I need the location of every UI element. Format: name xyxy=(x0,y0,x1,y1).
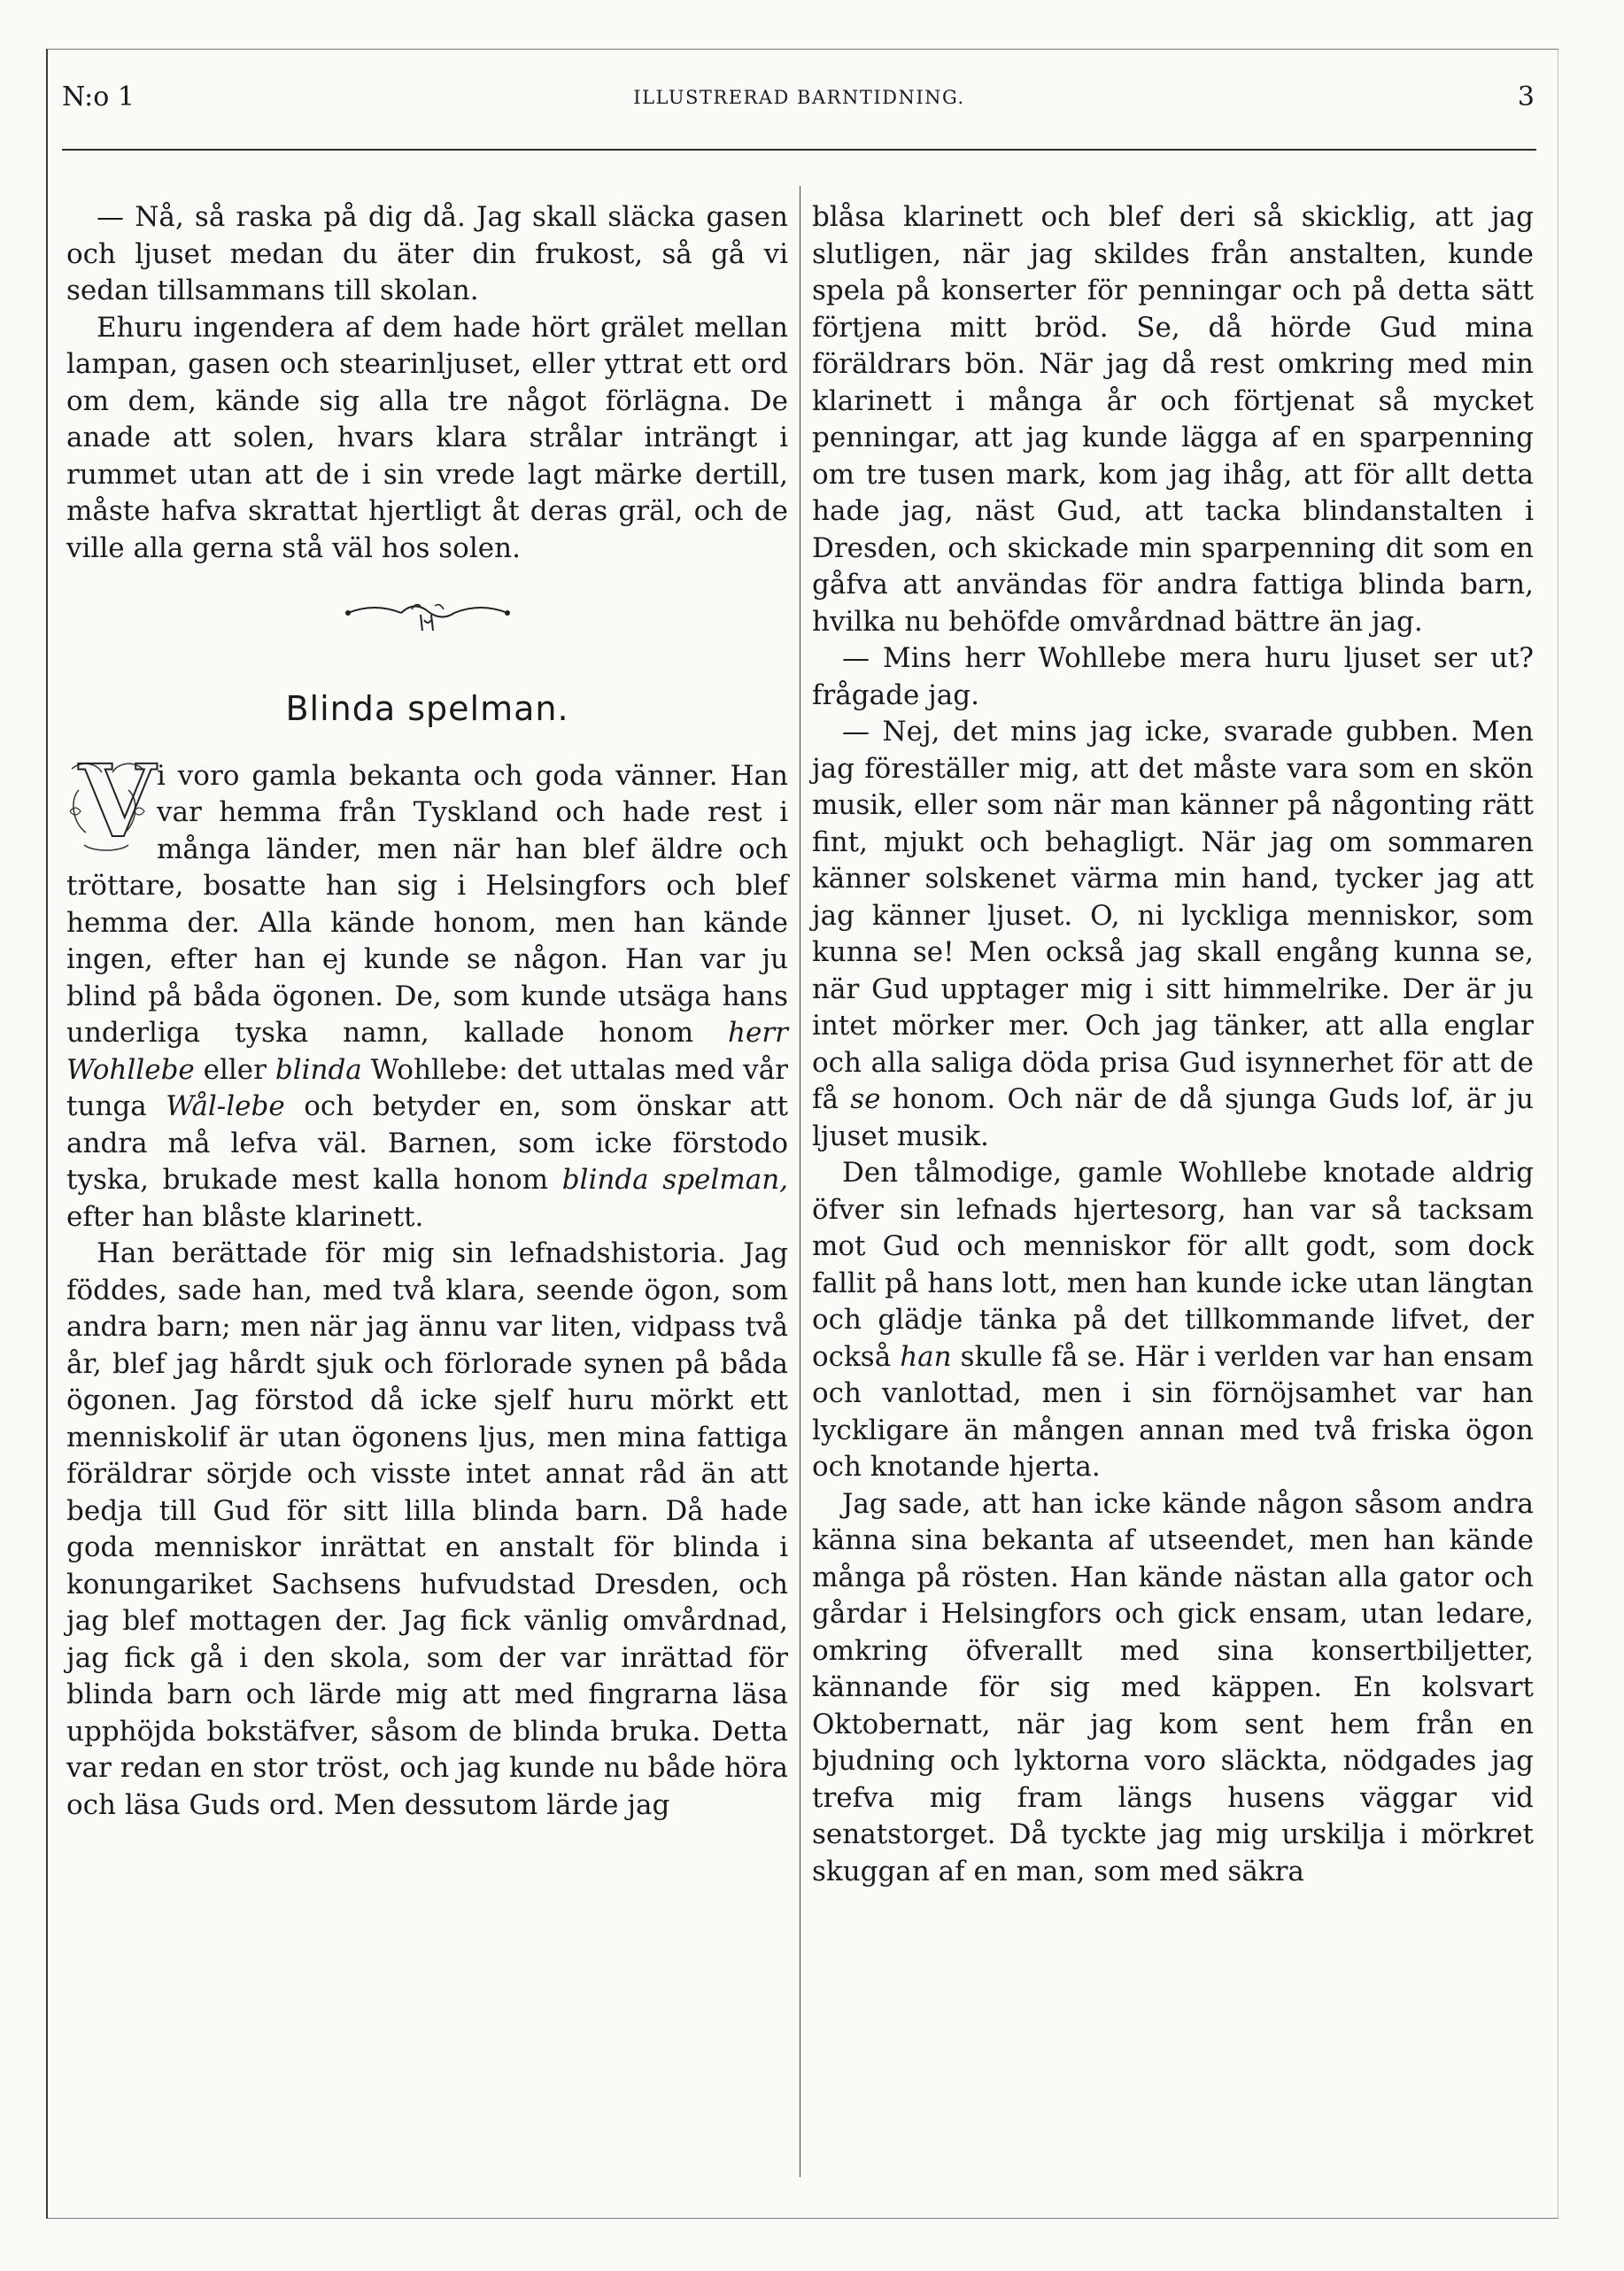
article-text: honom. Och när de då sjunga Guds lof, är ju ljuset musik. xyxy=(812,1083,1535,1152)
story-paragraph: — Nå, så raska på dig då. Jag skall släcka gasen och ljuset medan du äter din frukost, så gå vi sedan tillsammans till skolan. xyxy=(66,201,788,306)
left-column xyxy=(66,199,788,1824)
article-text: Den tålmodige, gamle Wohllebe knotade aldrig öfver sin lefnads hjertesorg, han var så tacksam mot Gud och menniskor för allt godt, som dock fallit på hans lott, men han kunde icke utan längtan och glädje tänka på det tillkommande lifvet, der också xyxy=(812,1157,1534,1373)
article-text: Wohllebe: det uttalas med vår tunga xyxy=(66,1053,788,1122)
right-column xyxy=(812,199,1534,1890)
article-title: Blinda spelman. xyxy=(285,689,569,728)
page-number: 3 xyxy=(1517,81,1535,112)
name-italic: blinda xyxy=(275,1053,362,1086)
article-text: — Nej, det mins jag icke, svarade gubben. Men jag föreställer mig, att det måste vara som en skön musik, eller som när man känner på någonting rätt fint, mjukt och behagligt. När jag om sommaren känner solskenet värma min hand, tycker jag att jag känner ljuset. O, ni lyckliga menniskor, som kunna se! Men också jag skall engång kunna se, när Gud upptager mig i sitt himmelrike. Der är ju intet mörker mer. Och jag tänker, att alla englar och alla saliga döda prisa Gud isynnerhet för att de få xyxy=(812,716,1534,1115)
nickname-italic: blinda spelman, xyxy=(561,1164,789,1196)
drop-cap-letter: V xyxy=(79,743,156,860)
article-text: efter han blåste klarinett. xyxy=(66,1200,424,1233)
drop-cap xyxy=(66,743,156,860)
article-text: i voro gamla bekanta och goda vänner. Han var hemma från Tyskland och hade rest i många länder, men när han blef äldre och tröttare, bosatte han sig i Helsingfors och blef hemma der. Alla kände honom, men han kände ingen, efter han ej kunde se någon. Han var ju blind på båda ögonen. De, som kunde utsäga hans underliga tyska namn, kallade honom xyxy=(66,759,788,1049)
page-header xyxy=(62,81,1536,126)
article-paragraph xyxy=(812,714,1534,1155)
article-paragraph xyxy=(812,1155,1534,1486)
article-paragraph: blåsa klarinett och blef deri så skicklig, att jag slutligen, när jag skildes från anstalten, kunde spela på konserter för penningar och på detta sätt förtjena mitt bröd. Se, då hörde Gud mina föräldrars bön. När jag då rest omkring med min klarinett i många år och förtjenat så mycket penningar, att jag kunde lägga af en sparpenning om tre tusen mark, kom jag ihåg, att för allt detta hade jag, näst Gud, att tacka blindanstalten i Dresden, och skickade min sparpenning dit som en gåfva att användas för andra fattiga blinda barn, hvilka nu behöfde omvårdnad bättre än jag. xyxy=(812,201,1534,638)
decorative-flourish-icon xyxy=(66,567,788,664)
article-text: och betyder en, som önskar att andra må lefva väl. Barnen, som icke förstodo tyska, brukade mest kalla honom xyxy=(66,1090,788,1196)
article-paragraph: — Mins herr Wohllebe mera huru ljuset ser ut? frågade jag. xyxy=(812,642,1534,711)
emphasis-italic: han xyxy=(900,1340,952,1373)
journal-title: ILLUSTRERAD BARNTIDNING. xyxy=(633,87,965,108)
emphasis-italic: se xyxy=(850,1083,881,1115)
article-text: skulle få se. Här i verlden var han ensam och vanlottad, men i sin förnöjsamhet var han lyckligare än mången annan med två friska ögon och knotande hjerta. xyxy=(812,1340,1534,1483)
issue-number: N:o 1 xyxy=(62,81,135,112)
name-pronunciation: Wål-lebe xyxy=(166,1090,285,1122)
article-text: eller xyxy=(203,1053,267,1086)
name-italic: herr Wohllebe xyxy=(66,1017,788,1086)
header-rule xyxy=(62,149,1536,151)
article-paragraph: Jag sade, att han icke kände någon såsom andra känna sina bekanta af utseendet, men han kände många på rösten. Han kände nästan alla gator och gårdar i Helsingfors och gick ensam, utan ledare, omkring öfverallt med sina konsertbiljetter, kännande för sig med käppen. En kolsvart Oktobernatt, när jag kom sent hem från en bjudning och lyktorna voro släckta, nödgades jag trefva mig fram längs husens väggar vid senatstorget. Då tyckte jag mig urskilja i mörkret skuggan af en man, som med säkra xyxy=(812,1487,1534,1887)
story-paragraph: Ehuru ingendera af dem hade hört grälet mellan lampan, gasen och stearinljuset, eller yttrat ett ord om dem, kände sig alla tre något förlägna. De anade att solen, hvars klara strålar inträngt i rummet utan att de i sin vrede lagt märke dertill, måste hafva skrattat hjertligt åt deras gräl, och de ville alla gerna stå väl hos solen. xyxy=(66,311,788,564)
article-paragraph xyxy=(66,758,788,1236)
article-paragraph: Han berättade för mig sin lefnadshistoria. Jag föddes, sade han, med två klara, seende ögon, som andra barn; men när jag ännu var liten, vidpass två år, blef jag hårdt sjuk och förlorade synen på båda ögonen. Jag förstod då icke sjelf huru mörkt ett menniskolif är utan ögonens ljus, men mina fattiga föräldrar sörjde och visste intet annat råd än att bedja till Gud för sitt lilla blinda barn. Då hade goda menniskor inrättat en anstalt för blinda i konungariket Sachsens hufvudstad Dresden, och jag blef mottagen der. Jag fick vänlig omvårdnad, jag fick gå i den skola, som der var inrättad för blinda barn och lärde mig att med fingrarna läsa upphöjda bokstäfver, såsom de blinda bruka. Detta var redan en stor tröst, och jag kunde nu både höra och läsa Guds ord. Men dessutom lärde jag xyxy=(66,1237,788,1821)
